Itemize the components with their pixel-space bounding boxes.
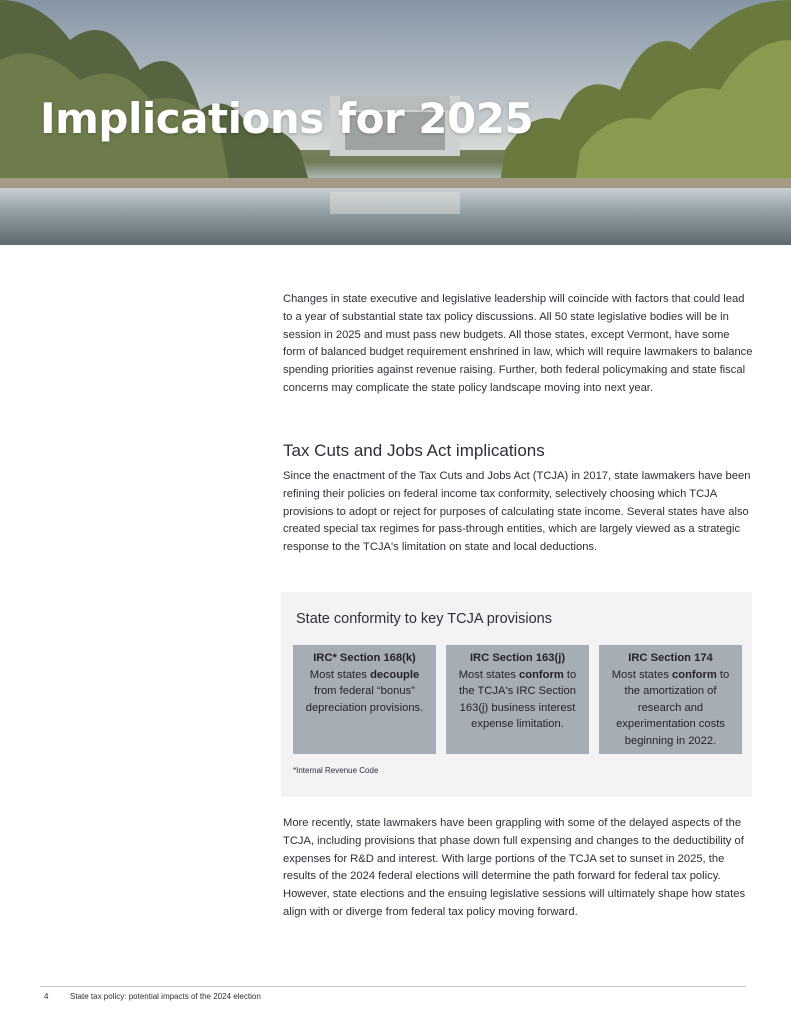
card-heading: IRC Section 163(j) <box>469 652 566 664</box>
callout-title: State conformity to key TCJA provisions <box>296 611 553 627</box>
conformity-callout-box <box>281 592 752 797</box>
card-text: Most states decouple from federal “bonus” depreciation provisions. <box>305 668 424 714</box>
intro-paragraph: Changes in state executive and legislative leadership will coincide with factors that could lead to a year of substantial state tax policy discussions. All 50 state legislative bodies will be in session in 2025 and must pass new budgets. All those states, except Vermont, have some form of balanced budget requirement enshrined in law, which will require lawmakers to balance spending priorities against revenue raising. Further, both federal policymaking and state fiscal concerns may complicate the state policy landscape moving into next year. <box>283 293 753 394</box>
card-heading: IRC* Section 168(k) <box>313 652 416 664</box>
provision-card-174 <box>599 645 742 754</box>
card-heading: IRC Section 174 <box>628 652 713 664</box>
page-number: 4 <box>44 992 49 1001</box>
closing-paragraph: More recently, state lawmakers have been grappling with some of the delayed aspects of the TCJA, including provisions that phase down full expensing and changes to the deductibility of expenses for R&D and interest. With large portions of the TCJA set to sunset in 2025, the results of the 2024 federal elections will determine the path forward for federal tax policy. However, state elections and the ensuing legislative sessions will ultimately shape how states align with or diverge from federal tax policy moving forward. <box>283 817 746 918</box>
card-text: Most states conform to the amortization of research and experimentation costs beginning in 2022. <box>611 668 730 747</box>
hero-banner <box>0 0 791 245</box>
footnote: *Internal Revenue Code <box>293 766 379 775</box>
card-text: Most states conform to the TCJA's IRC Section 163(j) business interest expense limitation. <box>458 668 577 730</box>
provision-card-168k <box>293 645 436 754</box>
page-title: Implications for 2025 <box>40 94 534 143</box>
footer-divider <box>40 986 746 987</box>
footer-title: State tax policy: potential impacts of the 2024 election <box>70 992 261 1001</box>
tcja-paragraph: Since the enactment of the Tax Cuts and Jobs Act (TCJA) in 2017, state lawmakers have been refining their policies on federal income tax conformity, selectively choosing which TCJA provisions to adopt or reject for purposes of calculating state income. Several states have also created special tax regimes for pass-through entities, which are largely viewed as a strategic response to the TCJA's limitation on state and local deductions. <box>283 470 751 554</box>
section-heading: Tax Cuts and Jobs Act implications <box>283 441 545 460</box>
provision-card-163j <box>446 645 589 754</box>
